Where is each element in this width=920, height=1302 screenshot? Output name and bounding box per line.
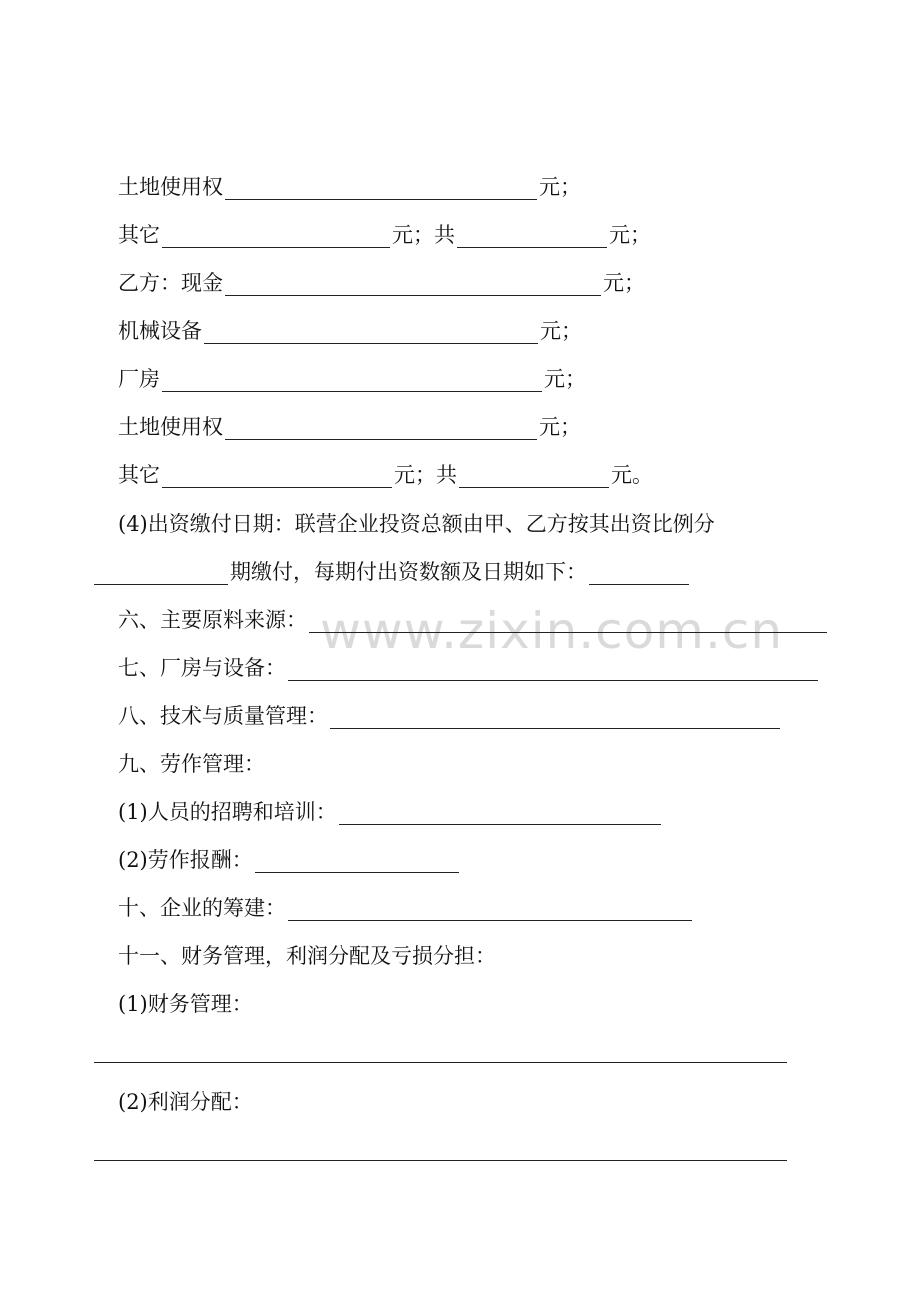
blank-field[interactable] (339, 804, 661, 825)
line-land-use-right-2 (118, 414, 581, 440)
text: (4)出资缴付日期：联营企业投资总额由甲、乙方按其出资比例分 (118, 512, 715, 536)
line-profit-distribution (118, 1089, 253, 1115)
suffix: 元； (539, 175, 581, 199)
blank-field-profit-distribution[interactable] (94, 1160, 787, 1161)
suffix: 元； (539, 415, 581, 439)
line-enterprise-preparation (118, 895, 694, 921)
label: 十、企业的筹建： (118, 896, 286, 920)
line-labor-pay (118, 847, 461, 873)
blank-field-financial-management[interactable] (94, 1062, 787, 1063)
blank-field[interactable] (204, 323, 538, 344)
blank-field[interactable] (330, 708, 780, 729)
line-finance-heading (118, 943, 496, 969)
text: 九、劳作管理： (118, 752, 265, 776)
line-payment-installments (94, 559, 691, 585)
label: 机械设备 (118, 319, 202, 343)
blank-field[interactable] (162, 227, 390, 248)
text: (1)财务管理： (118, 992, 253, 1016)
line-factory-equipment (118, 655, 820, 681)
line-other-2 (118, 462, 653, 488)
mid: 元；共 (392, 223, 455, 247)
line-labor-management (118, 751, 265, 777)
label: 其它 (118, 223, 160, 247)
blank-field-total[interactable] (459, 467, 609, 488)
blank-field[interactable] (162, 467, 392, 488)
label: 土地使用权 (118, 415, 223, 439)
line-party-b-cash (118, 270, 645, 296)
line-payment-date (118, 511, 715, 537)
blank-field[interactable] (255, 852, 459, 873)
mid: 元；共 (394, 463, 457, 487)
blank-field[interactable] (288, 660, 818, 681)
blank-field[interactable] (309, 612, 827, 633)
text: 十一、财务管理，利润分配及亏损分担： (118, 944, 496, 968)
suffix: 元； (603, 271, 645, 295)
line-financial-management (118, 991, 253, 1017)
text: 期缴付，每期付出资数额及日期如下： (230, 560, 587, 584)
label: 六、主要原料来源： (118, 608, 307, 632)
blank-field-schedule[interactable] (589, 564, 689, 585)
label: 其它 (118, 463, 160, 487)
watermark: www.zixin.com.cn (320, 602, 784, 660)
line-land-use-right-1 (118, 174, 581, 200)
blank-field[interactable] (225, 275, 601, 296)
blank-field[interactable] (225, 179, 537, 200)
blank-field[interactable] (288, 900, 692, 921)
label: 乙方：现金 (118, 271, 223, 295)
label: (1)人员的招聘和培训： (118, 800, 337, 824)
label: 八、技术与质量管理： (118, 704, 328, 728)
line-tech-quality (118, 703, 782, 729)
suffix: 元。 (611, 463, 653, 487)
text: (2)利润分配： (118, 1090, 253, 1114)
line-recruitment (118, 799, 663, 825)
blank-field-total[interactable] (457, 227, 607, 248)
suffix: 元； (540, 319, 582, 343)
suffix: 元； (609, 223, 651, 247)
line-factory (118, 366, 586, 392)
line-machinery (118, 318, 582, 344)
label: 七、厂房与设备： (118, 656, 286, 680)
blank-field[interactable] (225, 419, 537, 440)
label: 厂房 (118, 367, 160, 391)
label: (2)劳作报酬： (118, 848, 253, 872)
suffix: 元； (544, 367, 586, 391)
blank-field-periods[interactable] (94, 564, 228, 585)
line-raw-material-source (118, 607, 829, 633)
line-other-1 (118, 222, 651, 248)
blank-field[interactable] (162, 371, 542, 392)
label: 土地使用权 (118, 175, 223, 199)
